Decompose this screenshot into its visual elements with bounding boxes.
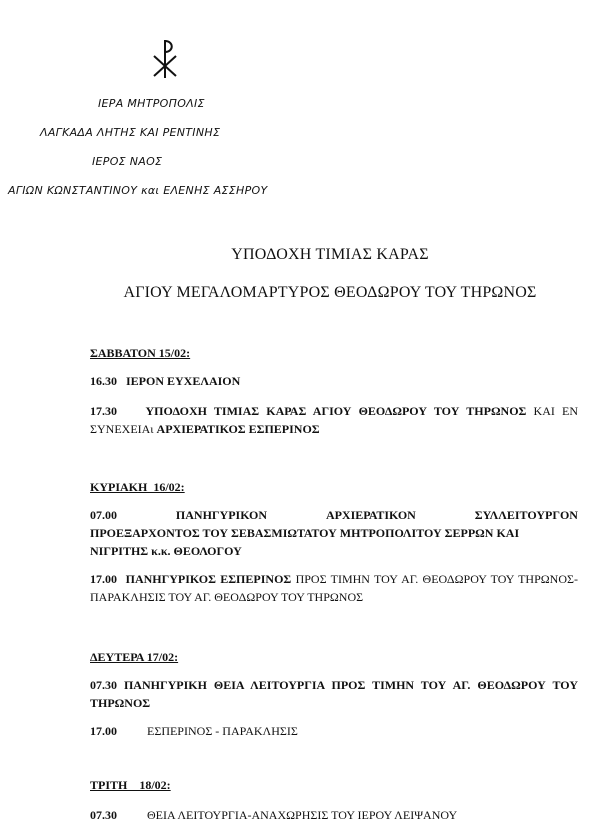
entry-time: 17.00 <box>90 724 117 738</box>
schedule-entry <box>90 806 578 824</box>
entry-text: ΠΑΝΗΓΥΡΙΚΗ ΘΕΙΑ ΛΕΙΤΟΥΡΓΙΑ ΠΡΟΣ ΤΙΜΗΝ ΤΟΥ ΑΓ. ΘΕΟΔΩΡΟΥ ΤΟΥ ΤΗΡΩΝΟΣ <box>90 678 578 710</box>
schedule-entry <box>90 506 578 560</box>
church-name: ΑΓΙΩΝ ΚΩΝΣΤΑΝΤΙΝΟΥ και ΕΛΕΝΗΣ ΑΣΣΗΡΟΥ <box>8 184 268 197</box>
entry-word: ΠΑΝΗΓΥΡΙΚΟΝ <box>175 508 268 522</box>
entry-text: ΥΠΟΔΟΧΗ ΤΙΜΙΑΣ ΚΑΡΑΣ ΑΓΙΟΥ ΘΕΟΔΩΡΟΥ ΤΟΥ ΤΗΡΩΝΟΣ <box>145 404 527 418</box>
entry-word: ΑΡΧΙΕΡΑΤΙΚΟΝ <box>325 508 416 522</box>
entry-text-normal: ΘΕΙΑ ΛΕΙΤΟΥΡΓΙΑ-ΑΝΑΧΩΡΗΣΙΣ ΤΟΥ ΙΕΡΟΥ ΛΕΙΨΑΝΟΥ <box>147 808 458 822</box>
entry-time: 17.30 <box>90 404 117 418</box>
entry-time: 07.30 <box>90 808 117 822</box>
schedule-entry <box>90 402 578 438</box>
day-heading-sunday: ΚΥΡΙΑΚΗ 16/02: <box>90 480 185 494</box>
entry-word: ΣΥΛΛΕΙΤΟΥΡΓΟΝ <box>474 508 578 522</box>
metropolis-label: ΙΕΡΑ ΜΗΤΡΟΠΟΛΙΣ <box>98 97 205 110</box>
diocese-label: ΛΑΓΚΑΔΑ ΛΗΤΗΣ ΚΑΙ ΡΕΝΤΙΝΗΣ <box>40 126 221 139</box>
day-heading-tuesday: ΤΡΙΤΗ 18/02: <box>90 778 171 792</box>
entry-text: ΑΡΧΙΕΡΑΤΙΚΟΣ ΕΣΠΕΡΙΝΟΣ <box>156 422 320 436</box>
entry-time: 16.30 <box>90 374 117 388</box>
schedule-entry <box>90 676 578 712</box>
schedule-entry <box>90 372 578 390</box>
day-heading-saturday: ΣΑΒΒΑΤΟΝ 15/02: <box>90 346 191 360</box>
entry-text: ΠΡΟΕΞΑΡΧΟΝΤΟΣ ΤΟΥ ΣΕΒΑΣΜΙΩΤΑΤΟΥ ΜΗΤΡΟΠΟΛΙΤΟΥ ΣΕΡΡΩΝ ΚΑΙ <box>90 526 520 540</box>
entry-text: ΙΕΡΟΝ ΕΥΧΕΛΑΙΟΝ <box>126 374 241 388</box>
chi-rho-icon <box>150 38 180 80</box>
entry-first-line <box>90 506 578 524</box>
entry-text-normal: ΠΡΟΣ ΤΙΜΗΝ ΤΟΥ ΑΓ. ΘΕΟΔΩΡΟΥ ΤΟΥ ΤΗΡΩΝΟΣ- ΠΑΡΑΚΛΗΣΙΣ ΤΟΥ ΑΓ. ΘΕΟΔΩΡΟΥ ΤΟΥ ΤΗΡΩΝΟΣ <box>90 572 578 604</box>
entry-text-normal: ΚΑΙ ΕΝ ΣΥΝΕΧΕΙΑι <box>90 404 578 436</box>
day-heading-monday: ΔΕΥΤΕΡΑ 17/02: <box>90 650 179 664</box>
entry-time: 07.00 <box>90 508 117 522</box>
entry-text: ΠΑΝΗΓΥΡΙΚΟΣ ΕΣΠΕΡΙΝΟΣ <box>125 572 292 586</box>
entry-time: 17.00 <box>90 572 117 586</box>
entry-text: ΝΙΓΡΙΤΗΣ κ.κ. ΘΕΟΛΟΓΟΥ <box>90 544 242 558</box>
church-label: ΙΕΡΟΣ ΝΑΟΣ <box>92 155 163 168</box>
schedule-entry <box>90 570 578 606</box>
schedule-entry <box>90 722 578 740</box>
page-subtitle: ΑΓΙΟΥ ΜΕΓΑΛΟΜΑΡΤΥΡΟΣ ΘΕΟΔΩΡΟΥ ΤΟΥ ΤΗΡΩΝΟΣ <box>123 284 537 301</box>
entry-time: 07.30 <box>90 678 117 692</box>
entry-text-normal: ΕΣΠΕΡΙΝΟΣ - ΠΑΡΑΚΛΗΣΙΣ <box>147 724 298 738</box>
page-title: ΥΠΟΔΟΧΗ ΤΙΜΙΑΣ ΚΑΡΑΣ <box>231 246 429 263</box>
